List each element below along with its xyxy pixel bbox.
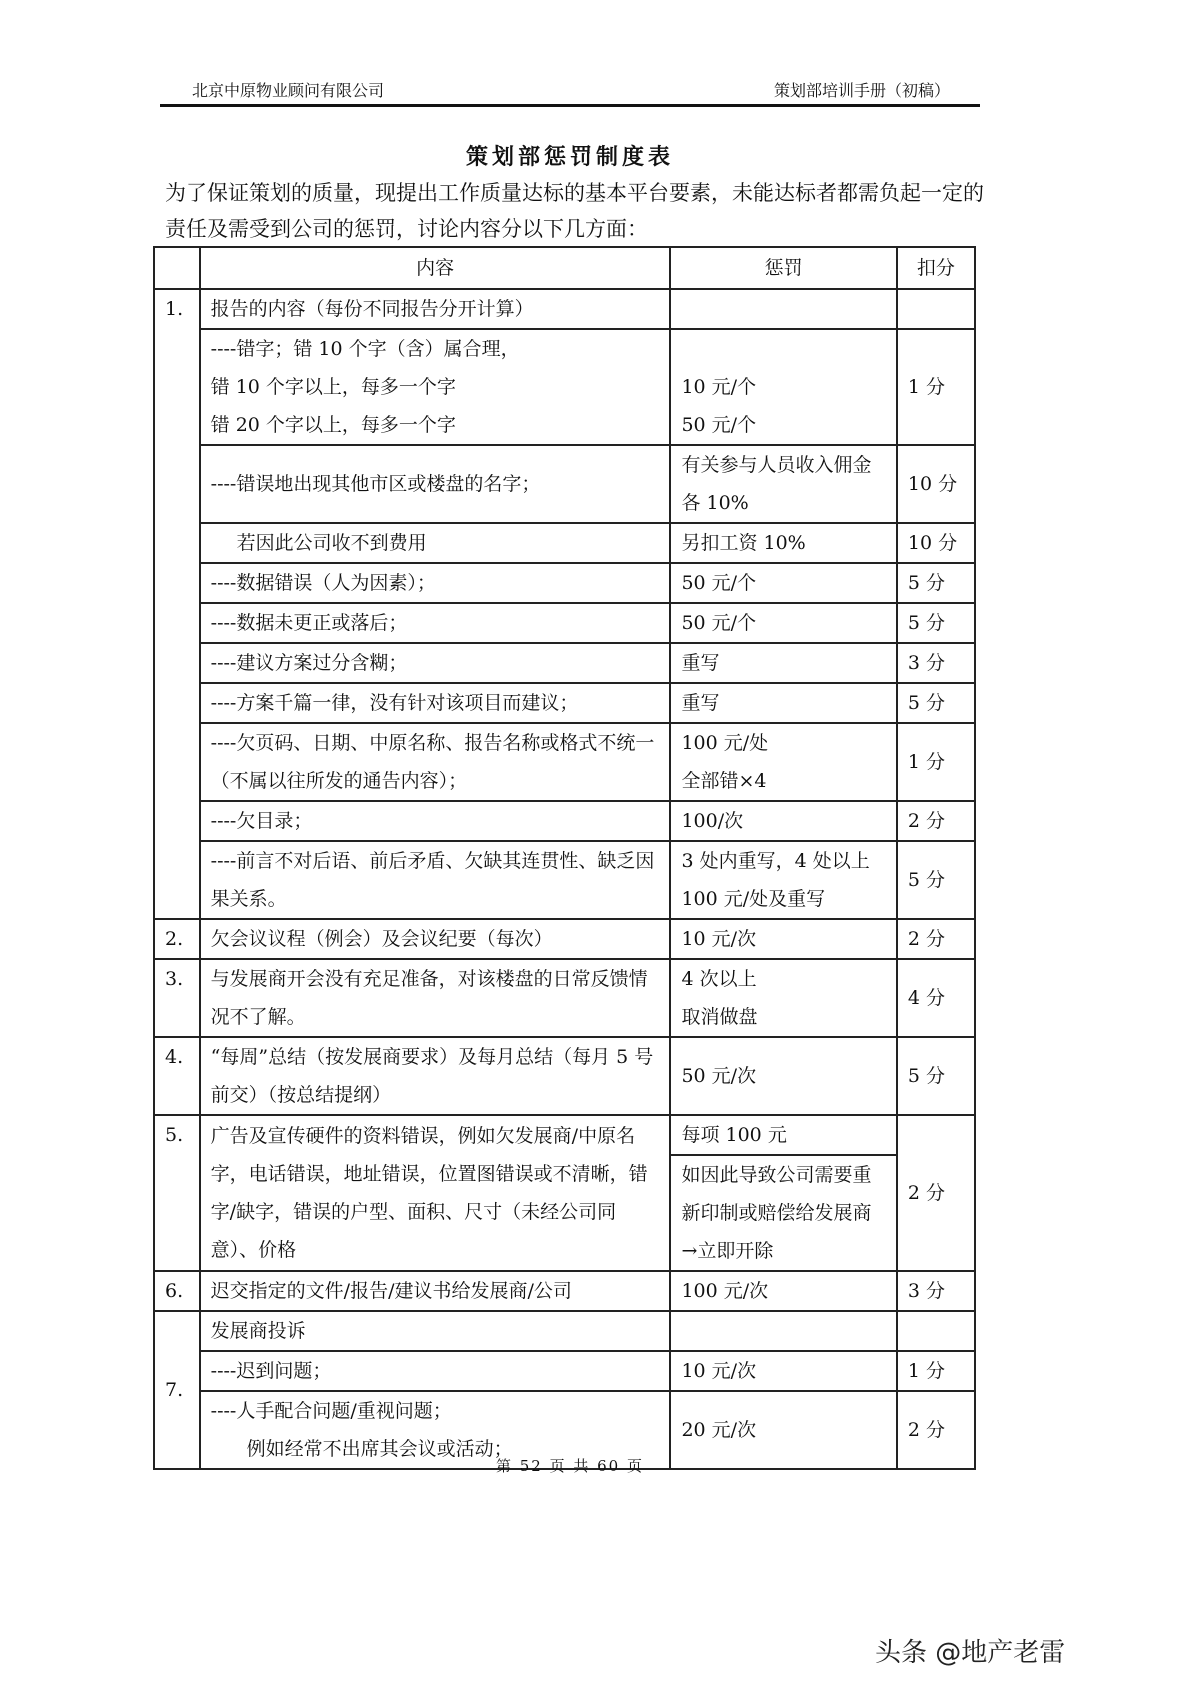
row-penalty: 重写 bbox=[670, 643, 896, 683]
company-name: 北京中原物业顾问有限公司 bbox=[192, 81, 385, 100]
table-row bbox=[154, 1115, 975, 1155]
row-content: ----数据错误（人为因素）； bbox=[200, 563, 671, 603]
row-score: 3 分 bbox=[897, 643, 975, 683]
row-content: 迟交指定的文件/报告/建议书给发展商/公司 bbox=[200, 1271, 671, 1311]
row-content: “每周”总结（按发展商要求）及每月总结（每月 5 号前交）（按总结提纲） bbox=[200, 1037, 671, 1115]
row-penalty: 每项 100 元 bbox=[670, 1115, 896, 1155]
row-score bbox=[897, 289, 975, 329]
row-penalty: 10 元/次 bbox=[670, 919, 896, 959]
row-content bbox=[200, 329, 671, 445]
row-penalty: 50 元/次 bbox=[670, 1037, 896, 1115]
row-score: 3 分 bbox=[897, 1271, 975, 1311]
penalty-line: 10 元/个 bbox=[681, 376, 757, 398]
row-score: 2 分 bbox=[897, 1391, 975, 1469]
intro-paragraph: 为了保证策划的质量，现提出工作质量达标的基本平台要素，未能达标者都需负起一定的责任及需受到公司的惩罚，讨论内容分以下几方面： bbox=[165, 181, 984, 241]
row-content: ----方案千篇一律，没有针对该项目而建议； bbox=[200, 683, 671, 723]
content-line: 例如经常不出席其会议或活动； bbox=[246, 1438, 513, 1460]
row-score: 5 分 bbox=[897, 841, 975, 919]
row-penalty: 另扣工资 10% bbox=[670, 523, 896, 563]
row-score: 4 分 bbox=[897, 959, 975, 1037]
page-title: 策划部惩罚制度表 bbox=[465, 145, 674, 170]
row-content: ----数据未更正或落后； bbox=[200, 603, 671, 643]
row-content: 与发展商开会没有充足准备，对该楼盘的日常反馈情况不了解。 bbox=[200, 959, 671, 1037]
row-score: 5 分 bbox=[897, 563, 975, 603]
row-num: 6. bbox=[154, 1271, 200, 1311]
penalty-line: 全部错×4 bbox=[681, 770, 767, 792]
content-line: ----错字；错 10 个字（含）属合理， bbox=[210, 338, 520, 360]
row-content: ----欠目录； bbox=[200, 801, 671, 841]
row-penalty bbox=[670, 289, 896, 329]
row-penalty: 20 元/次 bbox=[670, 1391, 896, 1469]
row-num: 2. bbox=[154, 919, 200, 959]
table-row bbox=[154, 1037, 975, 1115]
penalty-line: 4 次以上 bbox=[681, 968, 757, 990]
header-content: 内容 bbox=[200, 247, 671, 289]
row-penalty bbox=[670, 959, 896, 1037]
row-penalty: 50 元/个 bbox=[670, 563, 896, 603]
row-score: 5 分 bbox=[897, 603, 975, 643]
row-penalty: 重写 bbox=[670, 683, 896, 723]
table-row bbox=[154, 801, 975, 841]
table-row bbox=[154, 1351, 975, 1391]
row-score: 1 分 bbox=[897, 723, 975, 801]
penalty-line: 100 元/处 bbox=[681, 732, 769, 754]
table-row bbox=[154, 1311, 975, 1351]
penalty-line: 50 元/个 bbox=[681, 414, 757, 436]
row-penalty: 100/次 bbox=[670, 801, 896, 841]
row-penalty bbox=[670, 723, 896, 801]
page-header bbox=[160, 76, 980, 107]
table-row bbox=[154, 329, 975, 445]
row-num: 1. bbox=[154, 289, 200, 919]
table-row bbox=[154, 683, 975, 723]
row-content: 广告及宣传硬件的资料错误，例如欠发展商/中原名字，电话错误，地址错误，位置图错误或不清晰，错字/缺字，错误的户型、面积、尺寸（未经公司同意）、价格 bbox=[200, 1115, 671, 1271]
row-num: 7. bbox=[154, 1311, 200, 1469]
row-score: 1 分 bbox=[897, 329, 975, 445]
table-header-row bbox=[154, 247, 975, 289]
row-content: 报告的内容（每份不同报告分开计算） bbox=[200, 289, 671, 329]
row-content: ----前言不对后语、前后矛盾、欠缺其连贯性、缺乏因果关系。 bbox=[200, 841, 671, 919]
table-row bbox=[154, 445, 975, 523]
row-content: 若因此公司收不到费用 bbox=[200, 523, 671, 563]
row-penalty bbox=[670, 329, 896, 445]
manual-name: 策划部培训手册（初稿） bbox=[773, 81, 950, 100]
row-penalty bbox=[670, 1311, 896, 1351]
row-penalty: 10 元/次 bbox=[670, 1351, 896, 1391]
row-penalty: 如因此导致公司需要重新印制或赔偿给发展商→立即开除 bbox=[670, 1155, 896, 1271]
table-row bbox=[154, 919, 975, 959]
table-row bbox=[154, 289, 975, 329]
row-penalty: 50 元/个 bbox=[670, 603, 896, 643]
row-num: 5. bbox=[154, 1115, 200, 1271]
row-penalty: 3 处内重写，4 处以上 100 元/处及重写 bbox=[670, 841, 896, 919]
header-num bbox=[154, 247, 200, 289]
row-score: 2 分 bbox=[897, 801, 975, 841]
table-row bbox=[154, 643, 975, 683]
table-row bbox=[154, 603, 975, 643]
row-content: ----迟到问题； bbox=[200, 1351, 671, 1391]
content-line: ----人手配合问题/重视问题； bbox=[210, 1400, 452, 1422]
watermark: 头条 @地产老雷 bbox=[875, 1638, 1066, 1668]
header-score: 扣分 bbox=[897, 247, 975, 289]
row-num: 4. bbox=[154, 1037, 200, 1115]
row-content: ----错误地出现其他市区或楼盘的名字； bbox=[200, 445, 671, 523]
content-line: 错 10 个字以上，每多一个字 bbox=[210, 376, 456, 398]
row-content: 欠会议议程（例会）及会议纪要（每次） bbox=[200, 919, 671, 959]
table-row bbox=[154, 563, 975, 603]
row-content: ----欠页码、日期、中原名称、报告名称或格式不统一（不属以往所发的通告内容）； bbox=[200, 723, 671, 801]
table-row bbox=[154, 723, 975, 801]
page-number: 第 52 页 共 60 页 bbox=[495, 1457, 644, 1475]
row-score bbox=[897, 1311, 975, 1351]
row-score: 10 分 bbox=[897, 445, 975, 523]
table-row bbox=[154, 1271, 975, 1311]
table-row bbox=[154, 959, 975, 1037]
row-score: 10 分 bbox=[897, 523, 975, 563]
row-score: 5 分 bbox=[897, 1037, 975, 1115]
row-score: 2 分 bbox=[897, 919, 975, 959]
row-score: 1 分 bbox=[897, 1351, 975, 1391]
penalty-line: 取消做盘 bbox=[681, 1006, 758, 1028]
row-content: ----建议方案过分含糊； bbox=[200, 643, 671, 683]
row-score: 2 分 bbox=[897, 1115, 975, 1271]
row-content: 发展商投诉 bbox=[200, 1311, 671, 1351]
header-penalty: 惩罚 bbox=[670, 247, 896, 289]
row-num: 3. bbox=[154, 959, 200, 1037]
table-row bbox=[154, 841, 975, 919]
row-score: 5 分 bbox=[897, 683, 975, 723]
penalty-table bbox=[153, 246, 976, 1470]
row-penalty: 有关参与人员收入佣金各 10% bbox=[670, 445, 896, 523]
content-line: 错 20 个字以上，每多一个字 bbox=[210, 414, 456, 436]
row-penalty: 100 元/次 bbox=[670, 1271, 896, 1311]
table-row bbox=[154, 523, 975, 563]
